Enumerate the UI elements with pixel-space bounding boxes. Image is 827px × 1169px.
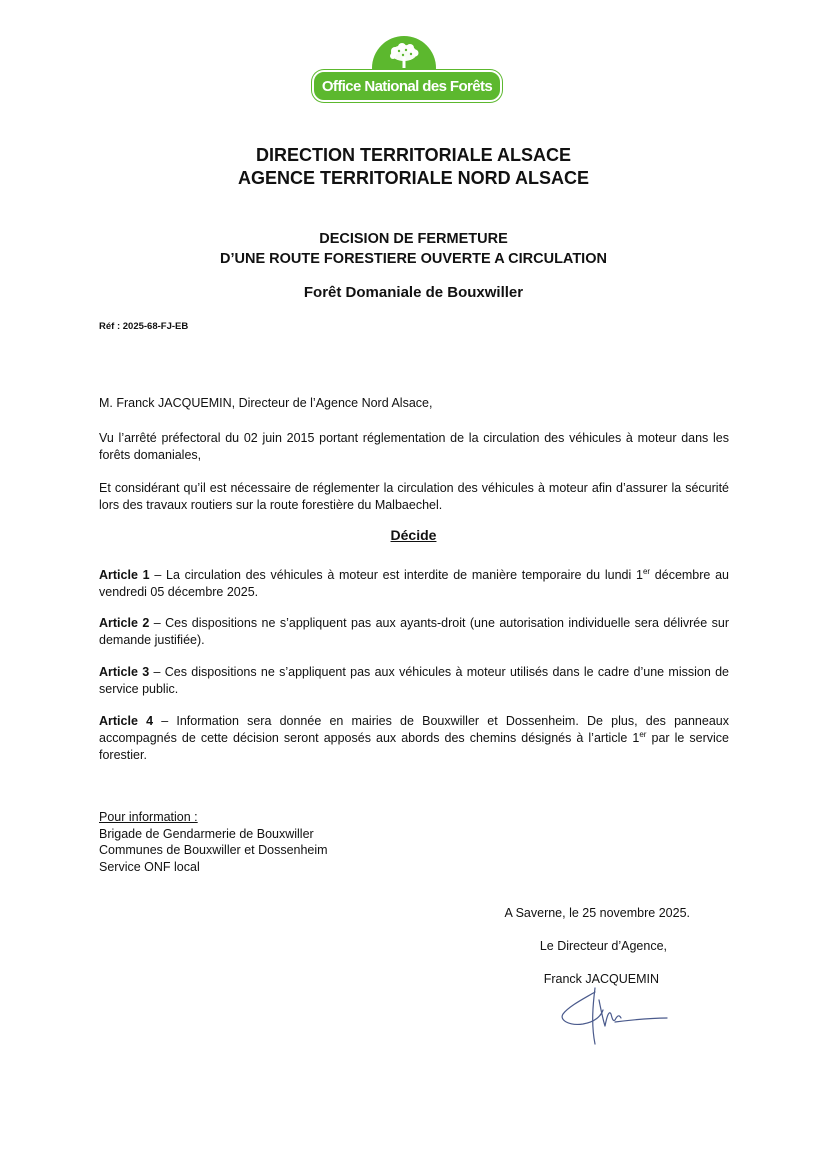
article-1 xyxy=(99,567,729,601)
article-2 xyxy=(99,615,729,649)
article-text: – La circulation des véhicules à moteur est interdite de manière temporaire du lundi 1 xyxy=(149,568,643,582)
article-4 xyxy=(99,713,729,764)
agence-title: AGENCE TERRITORIALE NORD ALSACE xyxy=(237,168,590,188)
article-label: Article 2 xyxy=(99,616,150,630)
recipient-item: Service ONF local xyxy=(99,859,200,874)
direction-title: DIRECTION TERRITORIALE ALSACE xyxy=(255,145,571,165)
article-3 xyxy=(99,664,729,698)
logo-banner xyxy=(312,70,502,102)
article-text: – Ces dispositions ne s’appliquent pas aux véhicules à moteur utilisés dans le cadre d’une mission de service public. xyxy=(99,665,729,696)
place-date: A Saverne, le 25 novembre 2025. xyxy=(504,906,690,920)
decide-heading: Décide xyxy=(390,527,437,543)
forest-name: Forêt Domaniale de Bouxwiller xyxy=(303,284,524,301)
article-label: Article 1 xyxy=(99,568,150,582)
considerant-paragraph: Et considérant qu’il est nécessaire de réglementer la circulation des véhicules à moteur afin d’assurer la sécurité lors des travaux routiers sur la route forestière du Malbaechel. xyxy=(99,481,729,512)
onf-logo xyxy=(310,36,500,106)
reference-number: Réf : 2025-68-FJ-EB xyxy=(99,321,189,332)
vu-paragraph: Vu l’arrêté préfectoral du 02 juin 2015 portant réglementation de la circulation des véhicules à moteur dans les forêts domaniales, xyxy=(99,431,729,462)
article-text: – Ces dispositions ne s’appliquent pas aux ayants-droit (une autorisation individuelle sera délivrée sur demande justifiée). xyxy=(99,616,729,647)
signatory-name: Franck JACQUEMIN xyxy=(543,972,659,986)
information-title: Pour information : xyxy=(99,810,198,824)
information-block xyxy=(99,809,328,875)
signatory-role: Le Directeur d’Agence, xyxy=(539,939,667,953)
decision-title-line1: DECISION DE FERMETURE xyxy=(319,231,508,247)
article-text-end: décembre au vendredi 05 décembre 2025. xyxy=(99,568,729,599)
decision-title-line2: D’UNE ROUTE FORESTIERE OUVERTE A CIRCULATION xyxy=(220,251,607,267)
handwritten-signature xyxy=(555,986,675,1048)
logo-text: Office National des Forêts xyxy=(321,77,493,95)
article-text-end: par le service forestier. xyxy=(99,731,729,762)
article-text: – Information sera donnée en mairies de Bouxwiller et Dossenheim. De plus, des panneaux accompagnés de cette décision seront apposés aux abords des chemins désignés à l’article 1 xyxy=(99,714,729,745)
article-superscript: er xyxy=(642,566,651,576)
intro-paragraph: M. Franck JACQUEMIN, Directeur de l’Agence Nord Alsace, xyxy=(99,396,433,410)
article-superscript: er xyxy=(639,729,647,739)
article-label: Article 3 xyxy=(99,665,150,679)
recipient-item: Brigade de Gendarmerie de Bouxwiller xyxy=(99,826,314,841)
recipient-item: Communes de Bouxwiller et Dossenheim xyxy=(99,843,328,857)
article-label: Article 4 xyxy=(99,714,154,728)
